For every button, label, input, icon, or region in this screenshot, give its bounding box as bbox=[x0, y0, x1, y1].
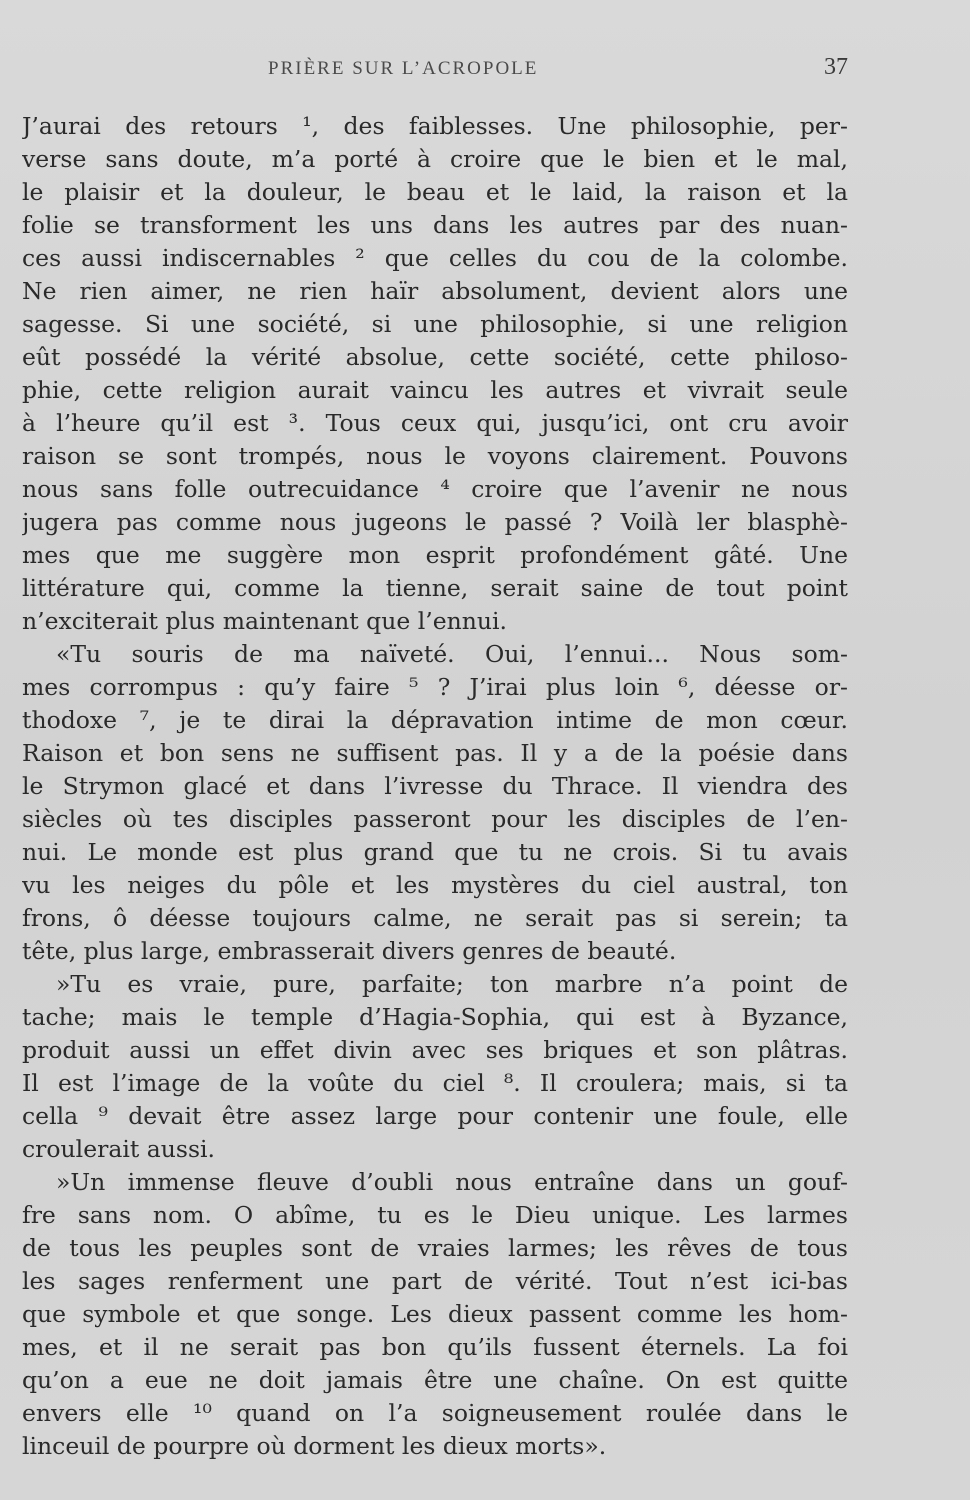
text-line: linceuil de pourpre où dorment les dieux morts». bbox=[22, 1432, 607, 1460]
paragraph-4 bbox=[22, 1166, 848, 1463]
text-line: produit aussi un effet divin avec ses briques et son plâtras. bbox=[22, 1036, 848, 1064]
text-line: phie, cette religion aurait vaincu les autres et vivrait seule bbox=[22, 376, 848, 404]
text-line: envers elle ¹⁰ quand on l’a soigneusement roulée dans le bbox=[22, 1399, 848, 1427]
text-line: mes corrompus : qu’y faire ⁵ ? J’irai plus loin ⁶, déesse or- bbox=[22, 673, 848, 701]
text-line: le Strymon glacé et dans l’ivresse du Thrace. Il viendra des bbox=[22, 772, 848, 800]
paragraph-3 bbox=[22, 968, 848, 1166]
text-line: «Tu souris de ma naïveté. Oui, l’ennui... Nous som- bbox=[56, 640, 848, 668]
text-line: siècles où tes disciples passeront pour les disciples de l’en- bbox=[22, 805, 848, 833]
text-line: »Tu es vraie, pure, parfaite; ton marbre n’a point de bbox=[56, 970, 848, 998]
text-line: thodoxe ⁷, je te dirai la dépravation intime de mon cœur. bbox=[22, 706, 848, 734]
text-line: cella ⁹ devait être assez large pour contenir une foule, elle bbox=[22, 1102, 848, 1130]
text-line: à l’heure qu’il est ³. Tous ceux qui, jusqu’ici, ont cru avoir bbox=[22, 409, 848, 437]
text-line: fre sans nom. O abîme, tu es le Dieu unique. Les larmes bbox=[22, 1201, 848, 1229]
text-line: »Un immense fleuve d’oubli nous entraîne dans un gouf- bbox=[56, 1168, 848, 1196]
text-line: verse sans doute, m’a porté à croire que le bien et le mal, bbox=[22, 145, 848, 173]
text-line: mes, et il ne serait pas bon qu’ils fussent éternels. La foi bbox=[22, 1333, 848, 1361]
text-line: jugera pas comme nous jugeons le passé ? Voilà ler blasphè- bbox=[22, 508, 848, 536]
text-line: mes que me suggère mon esprit profondément gâté. Une bbox=[22, 541, 848, 569]
text-line: vu les neiges du pôle et les mystères du ciel austral, ton bbox=[22, 871, 848, 899]
body-text bbox=[22, 110, 848, 1463]
text-line: J’aurai des retours ¹, des faiblesses. Une philosophie, per- bbox=[22, 112, 848, 140]
text-line: raison se sont trompés, nous le voyons clairement. Pouvons bbox=[22, 442, 848, 470]
text-line: que symbole et que songe. Les dieux passent comme les hom- bbox=[22, 1300, 848, 1328]
running-head bbox=[0, 54, 970, 88]
text-line: frons, ô déesse toujours calme, ne serait pas si serein; ta bbox=[22, 904, 848, 932]
text-line: les sages renferment une part de vérité. Tout n’est ici-bas bbox=[22, 1267, 848, 1295]
text-line: nui. Le monde est plus grand que tu ne crois. Si tu avais bbox=[22, 838, 848, 866]
paragraph-1 bbox=[22, 110, 848, 638]
text-line: tache; mais le temple d’Hagia-Sophia, qui est à Byzance, bbox=[22, 1003, 848, 1031]
text-line: littérature qui, comme la tienne, serait saine de tout point bbox=[22, 574, 848, 602]
text-line: croulerait aussi. bbox=[22, 1135, 216, 1163]
text-line: nous sans folle outrecuidance ⁴ croire que l’avenir ne nous bbox=[22, 475, 848, 503]
text-line: folie se transforment les uns dans les autres par des nuan- bbox=[22, 211, 848, 239]
text-line: Ne rien aimer, ne rien haïr absolument, devient alors une bbox=[22, 277, 848, 305]
text-line: eût possédé la vérité absolue, cette société, cette philoso- bbox=[22, 343, 848, 371]
text-line: ces aussi indiscernables ² que celles du cou de la colombe. bbox=[22, 244, 848, 272]
text-line: de tous les peuples sont de vraies larmes; les rêves de tous bbox=[22, 1234, 848, 1262]
page-number: 37 bbox=[824, 54, 848, 80]
text-line: tête, plus large, embrasserait divers genres de beauté. bbox=[22, 937, 677, 965]
text-line: le plaisir et la douleur, le beau et le laid, la raison et la bbox=[22, 178, 848, 206]
text-line: n’exciterait plus maintenant que l’ennui. bbox=[22, 607, 508, 635]
running-title: PRIÈRE SUR L’ACROPOLE bbox=[268, 58, 539, 79]
text-line: Il est l’image de la voûte du ciel ⁸. Il croulera; mais, si ta bbox=[22, 1069, 848, 1097]
text-line: qu’on a eue ne doit jamais être une chaîne. On est quitte bbox=[22, 1366, 848, 1394]
paragraph-2 bbox=[22, 638, 848, 968]
text-line: Raison et bon sens ne suffisent pas. Il y a de la poésie dans bbox=[22, 739, 848, 767]
text-line: sagesse. Si une société, si une philosophie, si une religion bbox=[22, 310, 848, 338]
